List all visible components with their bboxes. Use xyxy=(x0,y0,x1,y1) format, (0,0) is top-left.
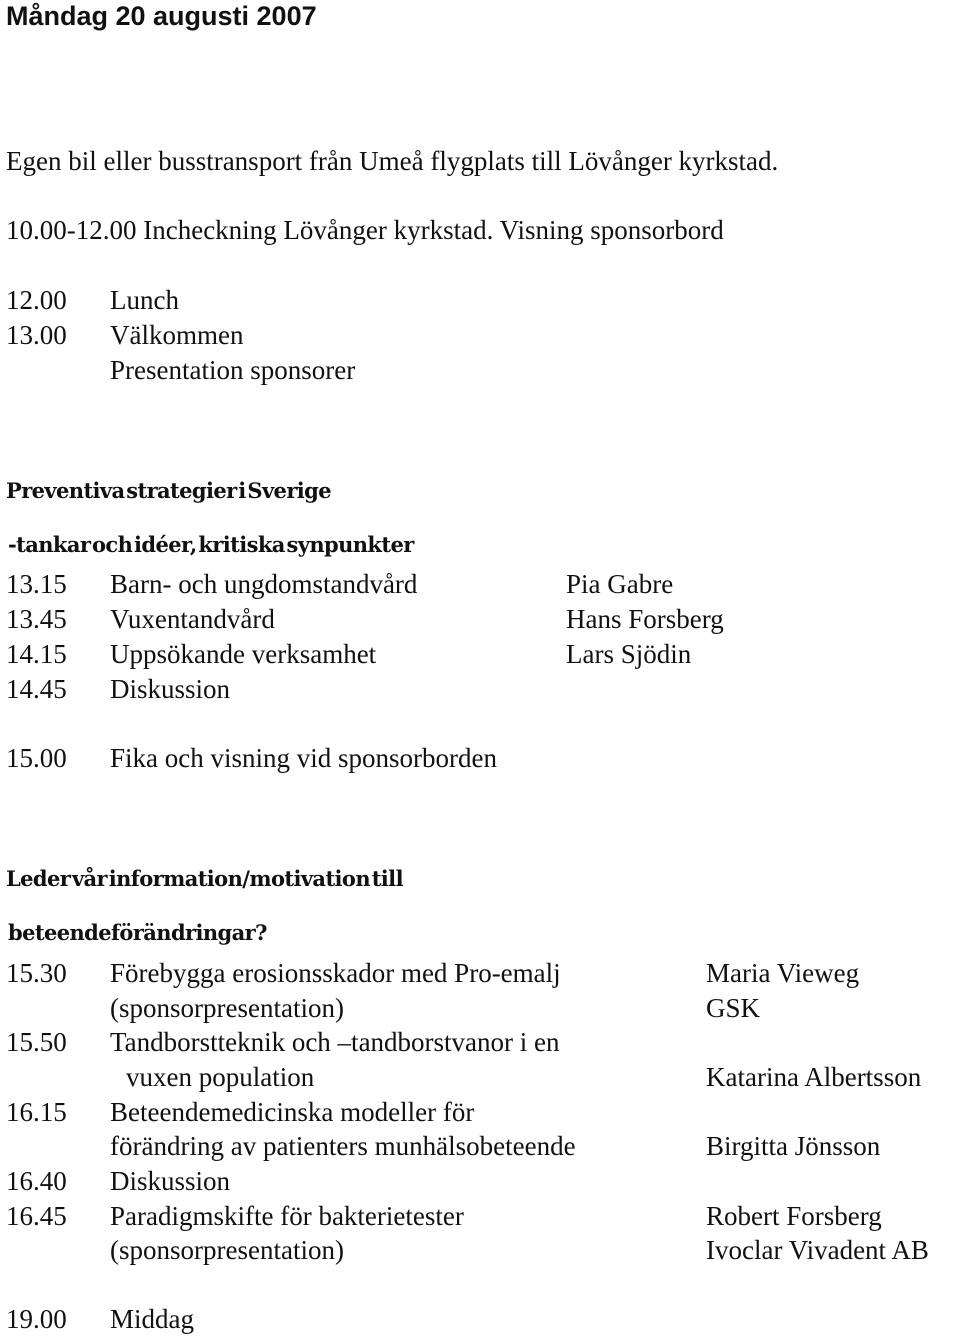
schedule-text: Tandborstteknik och –tandborstvanor i en xyxy=(110,1027,560,1057)
speaker-name: Pia Gabre xyxy=(566,569,674,599)
schedule-text: Förebygga erosionsskador med Pro-emalj xyxy=(110,958,561,988)
schedule-text: Presentation sponsorer xyxy=(110,355,356,385)
schedule-time: 13.00 xyxy=(6,320,67,350)
speaker-name: Birgitta Jönsson xyxy=(706,1131,881,1161)
schedule-text: Middag xyxy=(110,1304,194,1334)
schedule-time: 19.00 xyxy=(6,1304,67,1334)
schedule-text: Barn- och ungdomstandvård xyxy=(110,569,418,599)
schedule-time: 13.15 xyxy=(6,569,67,599)
checkin-info: 10.00-12.00 Incheckning Lövånger kyrkstad. Visning sponsorbord xyxy=(6,215,724,245)
schedule-text: Lunch xyxy=(110,285,179,315)
schedule-text: Fika och visning vid sponsorborden xyxy=(110,743,497,773)
schedule-time: 16.40 xyxy=(6,1166,67,1196)
schedule-time: 15.50 xyxy=(6,1027,67,1057)
schedule-text: Paradigmskifte för bakterietester xyxy=(110,1201,464,1231)
schedule-text: Diskussion xyxy=(110,674,231,704)
schedule-text: vuxen population xyxy=(126,1062,315,1092)
schedule-time: 15.30 xyxy=(6,958,67,988)
sponsor-name: GSK xyxy=(706,993,761,1023)
speaker-name: Maria Vieweg xyxy=(706,958,860,988)
schedule-text: förändring av patienters munhälsobeteende xyxy=(110,1131,576,1161)
speaker-name: Robert Forsberg xyxy=(706,1201,882,1231)
section-title: Leder vår information/motivation till xyxy=(6,866,403,891)
section-title: Preventiva strategier i Sverige xyxy=(6,478,331,503)
schedule-text: (sponsorpresentation) xyxy=(110,993,344,1023)
speaker-name: Lars Sjödin xyxy=(566,639,692,669)
page-heading: Måndag 20 augusti 2007 xyxy=(6,1,317,31)
schedule-text: Välkommen xyxy=(110,320,244,350)
schedule-text: Uppsökande verksamhet xyxy=(110,639,377,669)
schedule-time: 12.00 xyxy=(6,285,67,315)
schedule-text: Vuxentandvård xyxy=(110,604,275,634)
schedule-time: 13.45 xyxy=(6,604,67,634)
speaker-name: Katarina Albertsson xyxy=(706,1062,922,1092)
schedule-time: 14.45 xyxy=(6,674,67,704)
schedule-time: 15.00 xyxy=(6,743,67,773)
speaker-name: Hans Forsberg xyxy=(566,604,724,634)
schedule-time: 16.45 xyxy=(6,1201,67,1231)
schedule-text: Diskussion xyxy=(110,1166,231,1196)
section-subtitle: -tankar och idéer, kritiska synpunkter xyxy=(8,532,414,557)
sponsor-name: Ivoclar Vivadent AB xyxy=(706,1235,929,1265)
section-subtitle: beteendeförändringar? xyxy=(8,920,267,945)
schedule-text: Beteendemedicinska modeller för xyxy=(110,1097,475,1127)
schedule-time: 14.15 xyxy=(6,639,67,669)
schedule-time: 16.15 xyxy=(6,1097,67,1127)
schedule-text: (sponsorpresentation) xyxy=(110,1235,344,1265)
travel-info: Egen bil eller busstransport från Umeå flygplats till Lövånger kyrkstad. xyxy=(6,146,779,176)
